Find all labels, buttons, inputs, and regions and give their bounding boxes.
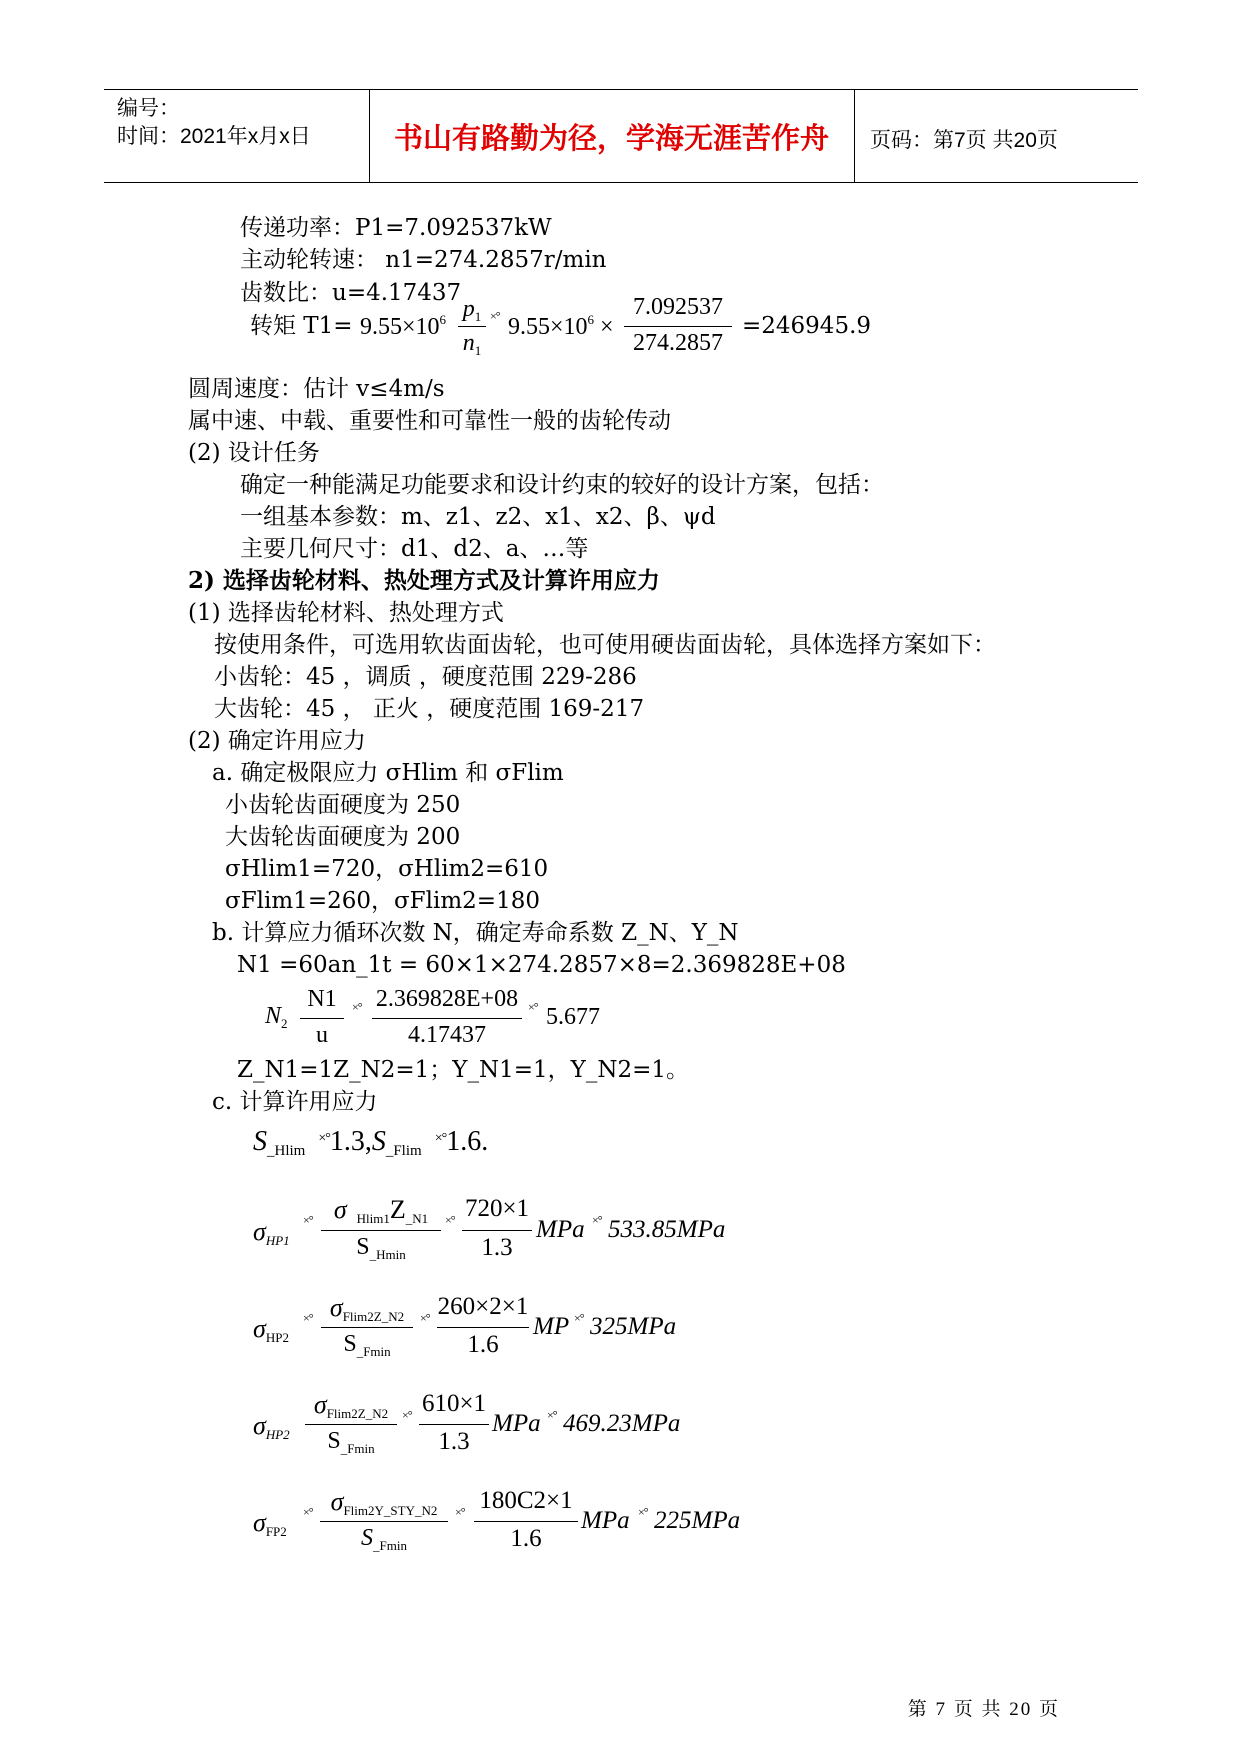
eq1-num-sub: Hlim1: [356, 1211, 390, 1226]
eq4-den2: 1.6: [510, 1525, 542, 1552]
eq1-lhs-sub: HP1: [265, 1233, 290, 1248]
eq1-bar-1: [321, 1230, 441, 1231]
eq4-denominator: [320, 1525, 448, 1554]
eq4-den-sub: _Fmin: [373, 1538, 407, 1553]
rel-symbol: ×°: [547, 1408, 557, 1422]
n2-den2: 4.17437: [408, 1022, 486, 1048]
eq1-denominator: [321, 1234, 441, 1263]
rel-symbol: ×°: [420, 1311, 430, 1325]
allowable-stress-calc-heading: c. 计算许用应力: [212, 1089, 378, 1115]
eq3-num-sub: Flim2Z_N2: [326, 1406, 389, 1421]
eq3-lhs-sigma: σ: [253, 1411, 266, 1440]
eq1-lhs-sigma: σ: [253, 1217, 266, 1246]
main-dimensions-line: 主要几何尺寸：d1、d2、a、…等: [240, 536, 589, 562]
rel-symbol: ×°: [445, 1213, 455, 1227]
material-selection-intro: 按使用条件，可选用软齿面齿轮，也可使用硬齿面齿轮，具体选择方案如下：: [214, 632, 996, 658]
eq1-num-sigma: σ: [333, 1195, 347, 1224]
eq2-num-sigma: σ: [329, 1293, 343, 1322]
eq2-lhs-sigma: σ: [253, 1314, 266, 1343]
eq4-rel-3: [638, 1505, 648, 1529]
eq2-lhs-sub: HP2: [265, 1330, 289, 1345]
torque-frac-bar-1: [458, 326, 486, 327]
n2-result: 5.677: [546, 1004, 600, 1030]
eq1-lhs: [253, 1217, 290, 1249]
rel-symbol: ×°: [434, 1131, 447, 1146]
eq2-den-sub: _Fmin: [356, 1344, 391, 1359]
header-number-label: 编号：: [117, 97, 180, 120]
basic-params-line: 一组基本参数：m、z1、z2、x1、x2、β、ψd: [240, 504, 716, 530]
n2-lhs: [265, 1003, 288, 1032]
n1-line: N1 =60an_1t = 60×1×274.2857×8=2.369828E+08: [237, 952, 846, 978]
eq2-lhs: [253, 1314, 289, 1346]
torque-frac-bar-2: [624, 326, 732, 327]
n2-den: u: [316, 1022, 328, 1048]
rel-symbol: ×°: [574, 1311, 584, 1325]
s-flim-sub: _Flim: [385, 1143, 422, 1159]
design-task-heading: (2) 设计任务: [188, 440, 320, 466]
torque-label: 转矩 T1=: [250, 313, 353, 339]
torque-numerator: 7.092537: [633, 294, 723, 320]
eq3-unit: MPa: [492, 1410, 541, 1437]
eq4-bar-1: [320, 1521, 448, 1522]
eq1-den-s: S: [356, 1234, 370, 1260]
eq4-lhs: [253, 1508, 287, 1540]
eq2-rel-1: [303, 1311, 313, 1335]
header-motto: 书山有路勤为径，学海无涯苦作舟: [393, 121, 829, 155]
s-hlim-symbol: S: [253, 1126, 267, 1157]
n2-frac-bar-1: [300, 1018, 344, 1019]
eq2-den2: 1.6: [467, 1331, 499, 1358]
torque-p-sub: 1: [474, 309, 482, 324]
rel-symbol: ×°: [303, 1213, 313, 1227]
torque-exp2: 6: [587, 312, 595, 327]
eq3-lhs: [253, 1411, 290, 1443]
gear-hardness-line: 大齿轮齿面硬度为 200: [225, 824, 461, 850]
stress-cycles-heading: b. 计算应力循环次数 N，确定寿命系数 Z_N、Y_N: [212, 920, 739, 946]
eq2-num-sub: Flim2Z_N2: [342, 1309, 405, 1324]
n2-rel-symbol-2: [528, 1000, 538, 1024]
torque-coef2-text: 9.55×10: [508, 314, 588, 340]
eq4-rel-2: [455, 1505, 465, 1529]
rel-symbol: ×°: [592, 1213, 602, 1227]
eq1-num-z-sub: _N1: [405, 1211, 429, 1226]
torque-p: p: [462, 296, 475, 322]
rel-symbol: ×°: [490, 309, 500, 323]
eq2-numerator: [321, 1293, 413, 1325]
torque-coefficient: [360, 312, 446, 341]
eq2-bar-1: [321, 1327, 413, 1328]
eq2-unit: MP: [533, 1313, 570, 1340]
eq4-unit: MPa: [581, 1507, 630, 1534]
rel-symbol: ×°: [303, 1311, 313, 1325]
design-task-intro: 确定一种能满足功能要求和设计约束的较好的设计方案，包括：: [240, 472, 884, 498]
eq2-den-s: S: [343, 1331, 357, 1357]
eq3-numerator: [305, 1390, 397, 1422]
eq3-den-sub: _Fmin: [340, 1441, 375, 1456]
eq1-num2: 720×1: [464, 1195, 530, 1222]
gear-material-line: 大齿轮：45 ， 正火 ，硬度范围 169-217: [214, 696, 645, 722]
eq1-den2: 1.3: [481, 1234, 513, 1261]
pinion-material-line: 小齿轮：45 ，调质 ，硬度范围 229-286: [214, 664, 637, 690]
eq3-den2: 1.3: [438, 1428, 470, 1455]
header-top-rule: [104, 89, 1138, 90]
rel-symbol: ×°: [638, 1505, 648, 1519]
torque-n-denominator: [458, 330, 486, 359]
rel-symbol: ×°: [352, 1000, 362, 1014]
header-time-label: 时间：2021年x月x日: [117, 125, 311, 148]
eq3-result: 469.23MPa: [563, 1410, 681, 1437]
rel-symbol: ×°: [318, 1131, 330, 1146]
rel-symbol: ×°: [455, 1505, 465, 1519]
eq1-rel-1: [303, 1213, 313, 1237]
eq3-bar-2: [419, 1424, 489, 1425]
eq1-numerator: [321, 1195, 441, 1227]
life-factor-line: Z_N1=1Z_N2=1；Y_N1=1，Y_N2=1。: [237, 1057, 689, 1083]
eq4-num-sub: Flim2Y_STY_N2: [343, 1503, 438, 1518]
eq1-den-sub: _Hmin: [369, 1247, 406, 1262]
eq1-unit: MPa: [536, 1216, 585, 1243]
page-footer: 第 7 页 共 20 页: [907, 1699, 1060, 1720]
circumferential-speed-line: 圆周速度：估计 v≤4m/s: [188, 376, 445, 402]
sigma-flim-line: σFlim1=260，σFlim2=180: [225, 888, 540, 914]
eq1-bar-2: [462, 1230, 532, 1231]
eq4-numerator: [320, 1487, 448, 1519]
eq4-num2: 180C2×1: [479, 1487, 573, 1514]
rel-symbol: ×°: [402, 1408, 412, 1422]
safety-factor-equation: [253, 1126, 488, 1160]
s-hlim-value: 1.3,: [329, 1126, 372, 1157]
torque-n: n: [462, 330, 475, 356]
section-heading-materials: 2) 选择齿轮材料、热处理方式及计算许用应力: [188, 567, 660, 594]
transmit-power-line: 传递功率：P1=7.092537kW: [240, 215, 552, 241]
torque-denominator: 274.2857: [633, 330, 723, 356]
n2-frac-bar-2: [372, 1018, 522, 1019]
eq3-rel-2: [402, 1408, 412, 1432]
header-bottom-rule: [104, 182, 1138, 183]
eq4-lhs-sigma: σ: [253, 1508, 266, 1537]
header-page-label: 页码：第7页 共20页: [870, 129, 1058, 152]
eq3-bar-1: [305, 1424, 397, 1425]
eq1-num-z: Z: [389, 1195, 406, 1224]
eq3-denominator: [305, 1428, 397, 1457]
eq4-rel-1: [303, 1505, 313, 1529]
eq4-den-s: S: [361, 1525, 374, 1551]
eq1-rel-3: [592, 1213, 602, 1237]
torque-coef-text: 9.55×10: [360, 314, 440, 340]
eq1-rel-2: [445, 1213, 455, 1237]
s-flim-value: 1.6.: [446, 1126, 489, 1157]
header-divider-right: [854, 90, 855, 182]
n2-rel-symbol-1: [352, 1000, 362, 1024]
eq2-denominator: [321, 1331, 413, 1360]
eq3-den-s: S: [327, 1428, 341, 1454]
s-hlim-sub: _Hlim: [267, 1143, 306, 1159]
eq2-bar-2: [437, 1327, 529, 1328]
eq3-num2: 610×1: [421, 1390, 487, 1417]
pinion-hardness-line: 小齿轮齿面硬度为 250: [225, 792, 461, 818]
torque-coefficient-2: [508, 312, 614, 341]
material-selection-heading: (1) 选择齿轮材料、热处理方式: [188, 600, 504, 626]
torque-exp: 6: [439, 312, 447, 327]
eq1-result: 533.85MPa: [608, 1216, 726, 1243]
eq2-num2: 260×2×1: [437, 1293, 529, 1320]
torque-times: ×: [600, 314, 614, 340]
eq4-result: 225MPa: [654, 1507, 741, 1534]
eq2-rel-3: [574, 1311, 584, 1335]
eq4-bar-2: [474, 1521, 578, 1522]
driving-speed-line: 主动轮转速： n1=274.2857r/min: [240, 247, 607, 273]
limit-stress-heading: a. 确定极限应力 σHlim 和 σFlim: [212, 760, 564, 786]
rel-symbol: ×°: [528, 1000, 538, 1014]
eq3-rel-3: [547, 1408, 557, 1432]
eq3-lhs-sub: HP2: [265, 1427, 290, 1442]
n2-lhs-text: N: [265, 1003, 282, 1029]
torque-rel-symbol: [490, 309, 500, 333]
eq2-rel-2: [420, 1311, 430, 1335]
n2-num: N1: [307, 986, 337, 1012]
eq4-num-sigma: σ: [330, 1487, 344, 1516]
n2-num2: 2.369828E+08: [375, 986, 519, 1012]
eq2-result: 325MPa: [590, 1313, 677, 1340]
allowable-stress-heading: (2) 确定许用应力: [188, 728, 366, 754]
torque-result: =246945.9: [742, 313, 872, 339]
torque-n-sub: 1: [474, 343, 482, 358]
gear-category-line: 属中速、中载、重要性和可靠性一般的齿轮传动: [188, 408, 671, 434]
gear-ratio-line: 齿数比：u=4.17437: [240, 280, 462, 306]
eq4-lhs-sub: FP2: [265, 1524, 287, 1539]
torque-p-numerator: [458, 296, 486, 325]
eq3-num-sigma: σ: [313, 1390, 327, 1419]
sigma-hlim-line: σHlim1=720，σHlim2=610: [225, 856, 549, 882]
s-flim-symbol: S: [371, 1126, 386, 1157]
rel-symbol: ×°: [303, 1505, 313, 1519]
n2-lhs-sub: 2: [281, 1016, 288, 1031]
